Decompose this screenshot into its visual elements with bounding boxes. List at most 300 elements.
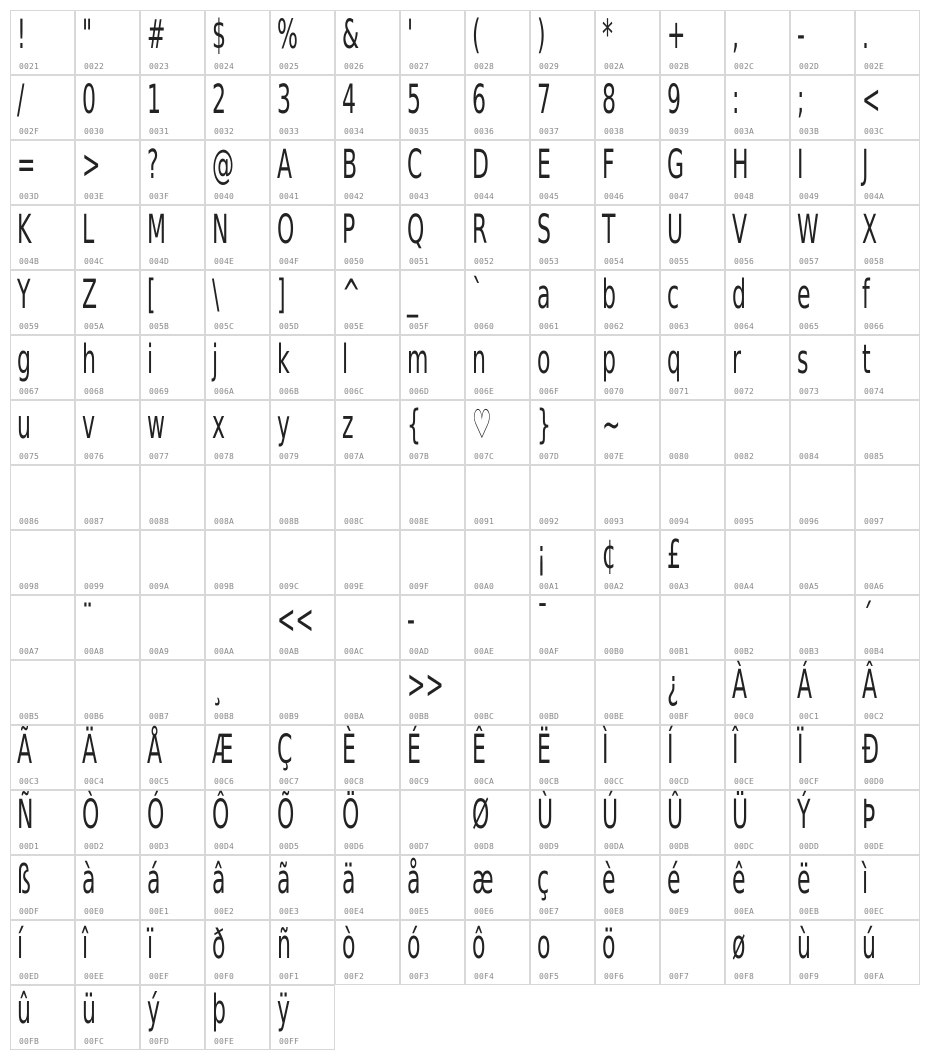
glyph-sample: ´ bbox=[862, 597, 873, 643]
glyph-codepoint: 00FF bbox=[279, 1037, 300, 1046]
glyph-cell bbox=[660, 270, 725, 335]
glyph-sample: t bbox=[862, 337, 871, 383]
glyph-codepoint: 0093 bbox=[604, 517, 625, 526]
glyph-sample: È bbox=[342, 727, 356, 773]
glyph-cell bbox=[335, 10, 400, 75]
glyph-codepoint: 00F2 bbox=[344, 972, 365, 981]
glyph-cell bbox=[790, 855, 855, 920]
glyph-sample: ð bbox=[212, 922, 226, 968]
glyph-cell bbox=[465, 465, 530, 530]
glyph-sample: 6 bbox=[472, 77, 486, 123]
glyph-cell bbox=[10, 530, 75, 595]
glyph-codepoint: 0070 bbox=[604, 387, 625, 396]
glyph-sample: ä bbox=[342, 857, 356, 903]
glyph-cell bbox=[530, 725, 595, 790]
glyph-sample: ) bbox=[537, 12, 546, 58]
glyph-codepoint: 00A2 bbox=[604, 582, 625, 591]
glyph-cell bbox=[660, 465, 725, 530]
glyph-codepoint: 0046 bbox=[604, 192, 625, 201]
glyph-sample: Õ bbox=[277, 792, 295, 838]
glyph-codepoint: 0066 bbox=[864, 322, 885, 331]
glyph-cell bbox=[10, 920, 75, 985]
glyph-cell bbox=[335, 335, 400, 400]
glyph-cell bbox=[75, 595, 140, 660]
glyph-sample: 0 bbox=[82, 77, 96, 123]
glyph-sample: £ bbox=[667, 532, 681, 578]
glyph-sample: ò bbox=[342, 922, 356, 968]
glyph-cell bbox=[75, 205, 140, 270]
glyph-codepoint: 00BC bbox=[474, 712, 495, 721]
glyph-sample: 9 bbox=[667, 77, 681, 123]
glyph-cell bbox=[400, 335, 465, 400]
glyph-cell bbox=[530, 790, 595, 855]
glyph-codepoint: 002F bbox=[19, 127, 40, 136]
glyph-codepoint: 00A5 bbox=[799, 582, 820, 591]
glyph-codepoint: 0034 bbox=[344, 127, 365, 136]
glyph-cell bbox=[140, 530, 205, 595]
glyph-cell bbox=[530, 75, 595, 140]
glyph-codepoint: 0035 bbox=[409, 127, 430, 136]
glyph-codepoint: 0044 bbox=[474, 192, 495, 201]
glyph-codepoint: 003F bbox=[149, 192, 170, 201]
glyph-cell bbox=[855, 725, 920, 790]
glyph-cell bbox=[75, 985, 140, 1050]
glyph-codepoint: 0040 bbox=[214, 192, 235, 201]
glyph-cell bbox=[205, 790, 270, 855]
glyph-cell bbox=[400, 270, 465, 335]
glyph-sample: Q bbox=[407, 207, 425, 253]
glyph-codepoint: 003C bbox=[864, 127, 885, 136]
glyph-cell bbox=[335, 660, 400, 725]
glyph-sample: ö bbox=[602, 922, 616, 968]
glyph-sample: Ä bbox=[82, 727, 98, 773]
glyph-cell bbox=[335, 400, 400, 465]
glyph-sample: 3 bbox=[277, 77, 291, 123]
glyph-sample: Ì bbox=[602, 727, 609, 773]
glyph-codepoint: 00B2 bbox=[734, 647, 755, 656]
glyph-cell bbox=[10, 75, 75, 140]
glyph-cell bbox=[855, 270, 920, 335]
glyph-sample: Ç bbox=[277, 727, 293, 773]
glyph-sample: L bbox=[82, 207, 95, 253]
glyph-codepoint: 0071 bbox=[669, 387, 690, 396]
glyph-cell bbox=[855, 140, 920, 205]
glyph-sample: a bbox=[537, 272, 551, 318]
glyph-sample: û bbox=[17, 987, 31, 1033]
glyph-sample: d bbox=[732, 272, 746, 318]
glyph-sample: A bbox=[277, 142, 293, 188]
glyph-cell bbox=[400, 920, 465, 985]
glyph-sample: ç bbox=[537, 857, 550, 903]
glyph-codepoint: 0047 bbox=[669, 192, 690, 201]
glyph-cell bbox=[335, 855, 400, 920]
glyph-cell bbox=[140, 10, 205, 75]
glyph-codepoint: 004A bbox=[864, 192, 885, 201]
glyph-codepoint: 00D0 bbox=[864, 777, 885, 786]
glyph-sample: J bbox=[862, 142, 869, 188]
glyph-codepoint: 00BD bbox=[539, 712, 560, 721]
glyph-sample: ì bbox=[862, 857, 869, 903]
glyph-cell bbox=[855, 75, 920, 140]
glyph-cell bbox=[270, 75, 335, 140]
glyph-codepoint: 00E7 bbox=[539, 907, 560, 916]
glyph-codepoint: 009E bbox=[344, 582, 365, 591]
glyph-codepoint: 0038 bbox=[604, 127, 625, 136]
glyph-cell bbox=[465, 855, 530, 920]
glyph-cell bbox=[660, 140, 725, 205]
glyph-codepoint: 00CE bbox=[734, 777, 755, 786]
glyph-codepoint: 005B bbox=[149, 322, 170, 331]
glyph-cell bbox=[75, 660, 140, 725]
glyph-sample: > bbox=[82, 142, 101, 188]
glyph-sample: s bbox=[797, 337, 809, 383]
glyph-codepoint: 00F3 bbox=[409, 972, 430, 981]
glyph-sample: Û bbox=[667, 792, 684, 838]
glyph-sample: ã bbox=[277, 857, 291, 903]
glyph-codepoint: 00AE bbox=[474, 647, 495, 656]
glyph-sample: < bbox=[862, 77, 881, 123]
glyph-cell bbox=[530, 465, 595, 530]
glyph-sample: ¡ bbox=[537, 532, 546, 578]
glyph-sample: ~ bbox=[602, 402, 621, 448]
glyph-codepoint: 005F bbox=[409, 322, 430, 331]
glyph-sample: ù bbox=[797, 922, 811, 968]
glyph-codepoint: 0077 bbox=[149, 452, 170, 461]
glyph-sample: ß bbox=[17, 857, 31, 903]
glyph-codepoint: 00DB bbox=[669, 842, 690, 851]
glyph-cell bbox=[335, 140, 400, 205]
glyph-codepoint: 00EC bbox=[864, 907, 885, 916]
glyph-cell bbox=[75, 75, 140, 140]
glyph-sample: * bbox=[602, 12, 613, 58]
glyph-codepoint: 0042 bbox=[344, 192, 365, 201]
glyph-codepoint: 0026 bbox=[344, 62, 365, 71]
glyph-codepoint: 00B8 bbox=[214, 712, 235, 721]
glyph-sample: u bbox=[17, 402, 31, 448]
glyph-cell bbox=[725, 660, 790, 725]
glyph-sample: ' bbox=[407, 12, 414, 58]
glyph-cell bbox=[660, 400, 725, 465]
glyph-cell bbox=[595, 335, 660, 400]
glyph-cell bbox=[10, 660, 75, 725]
glyph-codepoint: 00EF bbox=[149, 972, 170, 981]
glyph-sample: Ë bbox=[537, 727, 551, 773]
glyph-codepoint: 00A7 bbox=[19, 647, 40, 656]
glyph-codepoint: 0027 bbox=[409, 62, 430, 71]
glyph-codepoint: 005D bbox=[279, 322, 300, 331]
glyph-cell bbox=[660, 725, 725, 790]
glyph-codepoint: 00BB bbox=[409, 712, 430, 721]
glyph-sample: U bbox=[667, 207, 684, 253]
glyph-codepoint: 00FD bbox=[149, 1037, 170, 1046]
glyph-row bbox=[10, 725, 920, 790]
glyph-cell bbox=[465, 335, 530, 400]
glyph-sample: Ò bbox=[82, 792, 100, 838]
glyph-cell bbox=[530, 530, 595, 595]
glyph-cell bbox=[140, 660, 205, 725]
glyph-sample: X bbox=[862, 207, 878, 253]
glyph-codepoint: 003D bbox=[19, 192, 40, 201]
glyph-cell bbox=[205, 75, 270, 140]
glyph-codepoint: 00CD bbox=[669, 777, 690, 786]
glyph-sample: ¯ bbox=[537, 597, 548, 643]
glyph-codepoint: 00ED bbox=[19, 972, 40, 981]
glyph-cell bbox=[725, 205, 790, 270]
glyph-sample: M bbox=[147, 207, 166, 253]
glyph-codepoint: 00AC bbox=[344, 647, 365, 656]
glyph-codepoint: 0091 bbox=[474, 517, 495, 526]
glyph-codepoint: 0095 bbox=[734, 517, 755, 526]
glyph-codepoint: 00C5 bbox=[149, 777, 170, 786]
glyph-cell bbox=[465, 725, 530, 790]
glyph-sample: ] bbox=[277, 272, 286, 318]
glyph-codepoint: 0022 bbox=[84, 62, 105, 71]
glyph-cell bbox=[335, 725, 400, 790]
glyph-cell bbox=[140, 725, 205, 790]
glyph-codepoint: 0056 bbox=[734, 257, 755, 266]
glyph-row bbox=[10, 205, 920, 270]
glyph-sample: é bbox=[667, 857, 681, 903]
glyph-codepoint: 0045 bbox=[539, 192, 560, 201]
glyph-cell bbox=[725, 10, 790, 75]
glyph-codepoint: 00C1 bbox=[799, 712, 820, 721]
glyph-cell bbox=[140, 595, 205, 660]
glyph-codepoint: 00DF bbox=[19, 907, 40, 916]
glyph-cell bbox=[595, 400, 660, 465]
glyph-sample: Ý bbox=[797, 792, 811, 838]
glyph-sample: H bbox=[732, 142, 749, 188]
glyph-sample: Å bbox=[147, 727, 163, 773]
glyph-codepoint: 007B bbox=[409, 452, 430, 461]
glyph-cell bbox=[75, 920, 140, 985]
glyph-codepoint: 0021 bbox=[19, 62, 40, 71]
glyph-codepoint: 00E9 bbox=[669, 907, 690, 916]
glyph-codepoint: 00C4 bbox=[84, 777, 105, 786]
glyph-cell bbox=[140, 75, 205, 140]
glyph-codepoint: 00DA bbox=[604, 842, 625, 851]
glyph-cell bbox=[855, 205, 920, 270]
glyph-cell bbox=[10, 985, 75, 1050]
glyph-row bbox=[10, 660, 920, 725]
glyph-sample: ø bbox=[732, 922, 746, 968]
glyph-cell bbox=[10, 335, 75, 400]
glyph-codepoint: 00A9 bbox=[149, 647, 170, 656]
glyph-cell bbox=[725, 140, 790, 205]
glyph-cell bbox=[530, 400, 595, 465]
glyph-cell bbox=[400, 855, 465, 920]
glyph-cell bbox=[400, 725, 465, 790]
glyph-cell bbox=[400, 140, 465, 205]
glyph-sample: å bbox=[407, 857, 421, 903]
glyph-sample: Â bbox=[862, 662, 878, 708]
glyph-codepoint: 0080 bbox=[669, 452, 690, 461]
glyph-codepoint: 0041 bbox=[279, 192, 300, 201]
glyph-cell bbox=[205, 855, 270, 920]
glyph-sample: P bbox=[342, 207, 356, 253]
glyph-codepoint: 002C bbox=[734, 62, 755, 71]
glyph-codepoint: 006D bbox=[409, 387, 430, 396]
glyph-codepoint: 009C bbox=[279, 582, 300, 591]
glyph-cell bbox=[660, 335, 725, 400]
glyph-cell bbox=[855, 530, 920, 595]
glyph-sample: ; bbox=[797, 77, 805, 123]
glyph-cell bbox=[725, 725, 790, 790]
glyph-sample: m bbox=[407, 337, 429, 383]
glyph-cell bbox=[10, 400, 75, 465]
glyph-codepoint: 0074 bbox=[864, 387, 885, 396]
glyph-sample: æ bbox=[472, 857, 494, 903]
glyph-cell bbox=[595, 270, 660, 335]
glyph-cell bbox=[335, 75, 400, 140]
glyph-codepoint: 00B0 bbox=[604, 647, 625, 656]
glyph-codepoint: 0049 bbox=[799, 192, 820, 201]
glyph-cell bbox=[530, 660, 595, 725]
glyph-cell bbox=[75, 335, 140, 400]
glyph-cell bbox=[140, 205, 205, 270]
glyph-codepoint: 00D2 bbox=[84, 842, 105, 851]
glyph-cell bbox=[270, 400, 335, 465]
glyph-cell bbox=[725, 855, 790, 920]
glyph-codepoint: 0082 bbox=[734, 452, 755, 461]
glyph-cell bbox=[400, 660, 465, 725]
glyph-sample: : bbox=[732, 77, 740, 123]
glyph-sample: ¨ bbox=[82, 597, 93, 643]
glyph-cell bbox=[10, 790, 75, 855]
glyph-cell bbox=[10, 595, 75, 660]
glyph-cell bbox=[530, 205, 595, 270]
glyph-cell bbox=[660, 920, 725, 985]
glyph-sample: ü bbox=[82, 987, 96, 1033]
glyph-cell bbox=[855, 790, 920, 855]
glyph-codepoint: 00F6 bbox=[604, 972, 625, 981]
glyph-codepoint: 00E1 bbox=[149, 907, 170, 916]
glyph-codepoint: 0062 bbox=[604, 322, 625, 331]
glyph-cell bbox=[725, 270, 790, 335]
glyph-codepoint: 00EE bbox=[84, 972, 105, 981]
glyph-cell bbox=[465, 140, 530, 205]
glyph-codepoint: 0099 bbox=[84, 582, 105, 591]
glyph-codepoint: 00CC bbox=[604, 777, 625, 786]
glyph-sample: Ù bbox=[537, 792, 554, 838]
glyph-cell bbox=[465, 790, 530, 855]
glyph-sample: ¸ bbox=[212, 662, 223, 708]
glyph-cell bbox=[335, 595, 400, 660]
glyph-codepoint: 00BA bbox=[344, 712, 365, 721]
glyph-cell bbox=[790, 530, 855, 595]
glyph-codepoint: 00BE bbox=[604, 712, 625, 721]
glyph-codepoint: 004D bbox=[149, 257, 170, 266]
glyph-codepoint: 0063 bbox=[669, 322, 690, 331]
glyph-cell bbox=[205, 725, 270, 790]
glyph-cell bbox=[595, 660, 660, 725]
glyph-cell bbox=[400, 205, 465, 270]
glyph-codepoint: 0055 bbox=[669, 257, 690, 266]
glyph-codepoint: 0079 bbox=[279, 452, 300, 461]
glyph-codepoint: 0064 bbox=[734, 322, 755, 331]
glyph-sample: ¢ bbox=[602, 532, 616, 578]
glyph-cell bbox=[725, 75, 790, 140]
glyph-sample: y bbox=[277, 402, 291, 448]
glyph-codepoint: 00B5 bbox=[19, 712, 40, 721]
glyph-codepoint: 005E bbox=[344, 322, 365, 331]
glyph-codepoint: 00B3 bbox=[799, 647, 820, 656]
glyph-sample: x bbox=[212, 402, 226, 448]
glyph-sample: Ô bbox=[212, 792, 230, 838]
glyph-cell bbox=[530, 10, 595, 75]
glyph-sample: à bbox=[82, 857, 96, 903]
glyph-cell bbox=[205, 660, 270, 725]
glyph-codepoint: 0087 bbox=[84, 517, 105, 526]
glyph-codepoint: 00D8 bbox=[474, 842, 495, 851]
glyph-sample: ÿ bbox=[277, 987, 291, 1033]
glyph-sample: Ø bbox=[472, 792, 490, 838]
glyph-codepoint: 0051 bbox=[409, 257, 430, 266]
glyph-sample: b bbox=[602, 272, 616, 318]
glyph-cell bbox=[465, 660, 530, 725]
glyph-codepoint: 00A8 bbox=[84, 647, 105, 656]
glyph-codepoint: 00D6 bbox=[344, 842, 365, 851]
glyph-codepoint: 0061 bbox=[539, 322, 560, 331]
glyph-sample: I bbox=[797, 142, 804, 188]
glyph-cell bbox=[10, 10, 75, 75]
glyph-sample: Í bbox=[667, 727, 674, 773]
glyph-codepoint: 00DD bbox=[799, 842, 820, 851]
glyph-sample: É bbox=[407, 727, 421, 773]
glyph-cell bbox=[790, 10, 855, 75]
glyph-codepoint: 00C2 bbox=[864, 712, 885, 721]
glyph-sample: D bbox=[472, 142, 489, 188]
glyph-cell bbox=[855, 335, 920, 400]
glyph-cell bbox=[790, 660, 855, 725]
glyph-cell bbox=[595, 75, 660, 140]
glyph-sample: ú bbox=[862, 922, 876, 968]
glyph-sample: { bbox=[407, 402, 421, 448]
glyph-cell bbox=[10, 855, 75, 920]
glyph-codepoint: 002B bbox=[669, 62, 690, 71]
glyph-codepoint: 0050 bbox=[344, 257, 365, 266]
glyph-codepoint: 0057 bbox=[799, 257, 820, 266]
glyph-cell bbox=[205, 920, 270, 985]
glyph-cell bbox=[270, 595, 335, 660]
glyph-cell bbox=[660, 75, 725, 140]
glyph-sample: i bbox=[147, 337, 154, 383]
glyph-sample: } bbox=[537, 402, 551, 448]
glyph-sample: ¿ bbox=[667, 662, 679, 708]
glyph-codepoint: 0024 bbox=[214, 62, 235, 71]
glyph-sample: ? bbox=[147, 142, 159, 188]
glyph-codepoint: 00F1 bbox=[279, 972, 300, 981]
glyph-codepoint: 00F0 bbox=[214, 972, 235, 981]
glyph-sample: - bbox=[407, 597, 415, 643]
glyph-sample: 1 bbox=[147, 77, 161, 123]
glyph-sample: Ö bbox=[342, 792, 360, 838]
glyph-cell bbox=[660, 660, 725, 725]
glyph-codepoint: 007C bbox=[474, 452, 495, 461]
glyph-codepoint: 0048 bbox=[734, 192, 755, 201]
glyph-sample: r bbox=[732, 337, 742, 383]
glyph-row bbox=[10, 335, 920, 400]
glyph-cell bbox=[530, 920, 595, 985]
glyph-cell bbox=[10, 465, 75, 530]
glyph-sample: ñ bbox=[277, 922, 291, 968]
glyph-sample: Î bbox=[732, 727, 739, 773]
glyph-codepoint: 00FA bbox=[864, 972, 885, 981]
glyph-row bbox=[10, 920, 920, 985]
glyph-codepoint: 00F9 bbox=[799, 972, 820, 981]
glyph-cell bbox=[465, 595, 530, 660]
glyph-codepoint: 0023 bbox=[149, 62, 170, 71]
glyph-cell bbox=[855, 920, 920, 985]
